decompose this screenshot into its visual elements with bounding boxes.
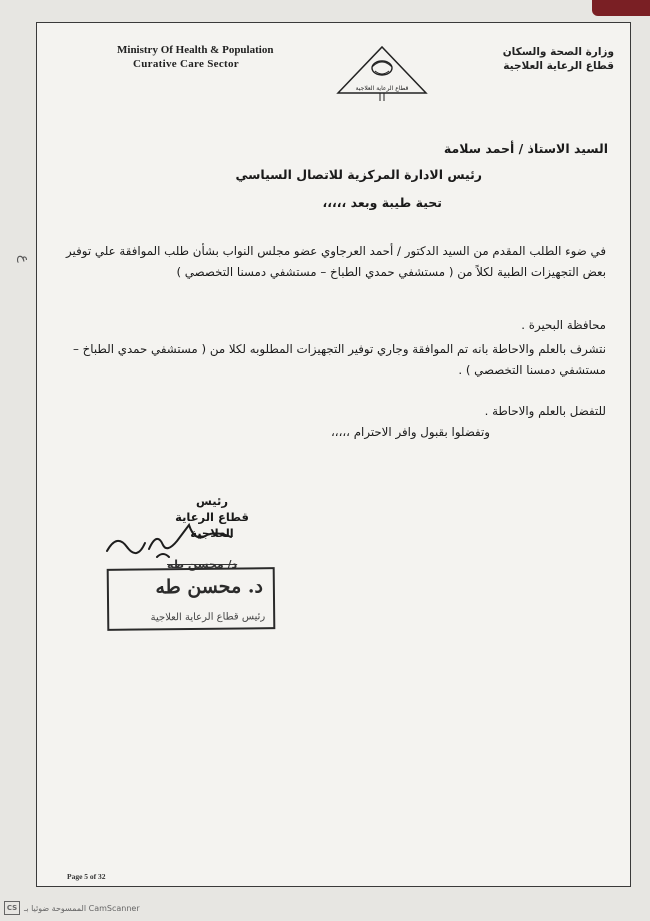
role-title: رئيس (196, 494, 228, 508)
document-page (36, 22, 631, 887)
scanner-label: الممسوحة ضوئيا بـ CamScanner (24, 903, 140, 913)
signatory-name: د/ محسن طه (167, 558, 238, 571)
margin-mark: ع (16, 255, 31, 263)
paragraph-notice: للتفضل بالعلم والاحاطة . (484, 404, 606, 418)
official-stamp (107, 567, 276, 631)
scanner-watermark (4, 901, 140, 915)
addressee-title: رئيس الادارة المركزية للاتصال السياسي (235, 167, 482, 182)
handwritten-signature (97, 513, 247, 563)
header-arabic (503, 45, 614, 73)
closing-line: وتفضلوا بقبول وافر الاحترام ،،،،، (330, 425, 490, 439)
sector-logo (333, 43, 431, 105)
logo-caption: قطاع الرعاية العلاجية (355, 85, 409, 92)
camscanner-icon: CS (4, 901, 20, 915)
role-sector: قطاع الرعاية العلاجية (175, 510, 249, 540)
greeting: تحية طيبة وبعد ،،،،، (322, 195, 442, 210)
addressee: السيد الاستاذ / أحمد سلامة (443, 141, 608, 156)
sector-name-en: Curative Care Sector (133, 58, 239, 70)
paragraph-approval: نتشرف بالعلم والاحاطة بانه تم الموافقة وجاري توفير التجهيزات المطلوبه لكلا من ( مستشفي حمدي الطباخ – مستشفي دمسنا التخصصي ) . (73, 342, 606, 377)
header-english (117, 43, 273, 71)
paragraph-governorate: محافظة البحيرة . (521, 318, 606, 332)
page-number: Page 5 of 32 (67, 872, 106, 881)
stamp-name: د. محسن طه (155, 575, 263, 599)
paragraph-request: في ضوء الطلب المقدم من السيد الدكتور / أحمد العرجاوي عضو مجلس النواب بشأن طلب الموافقة علي توفير بعض التجهيزات الطبية لكلاً من ( مستشفي حمدي الطباخ – مستشفي دمسنا التخصصي ) (66, 244, 606, 279)
corner-tab (592, 0, 650, 16)
ministry-name-ar: وزارة الصحة والسكان (502, 46, 614, 58)
ministry-name-en: Ministry Of Health & Population (117, 44, 274, 56)
sector-name-ar: قطاع الرعاية العلاجية (503, 60, 614, 72)
stamp-title: رئيس قطاع الرعاية العلاجية (150, 611, 266, 624)
